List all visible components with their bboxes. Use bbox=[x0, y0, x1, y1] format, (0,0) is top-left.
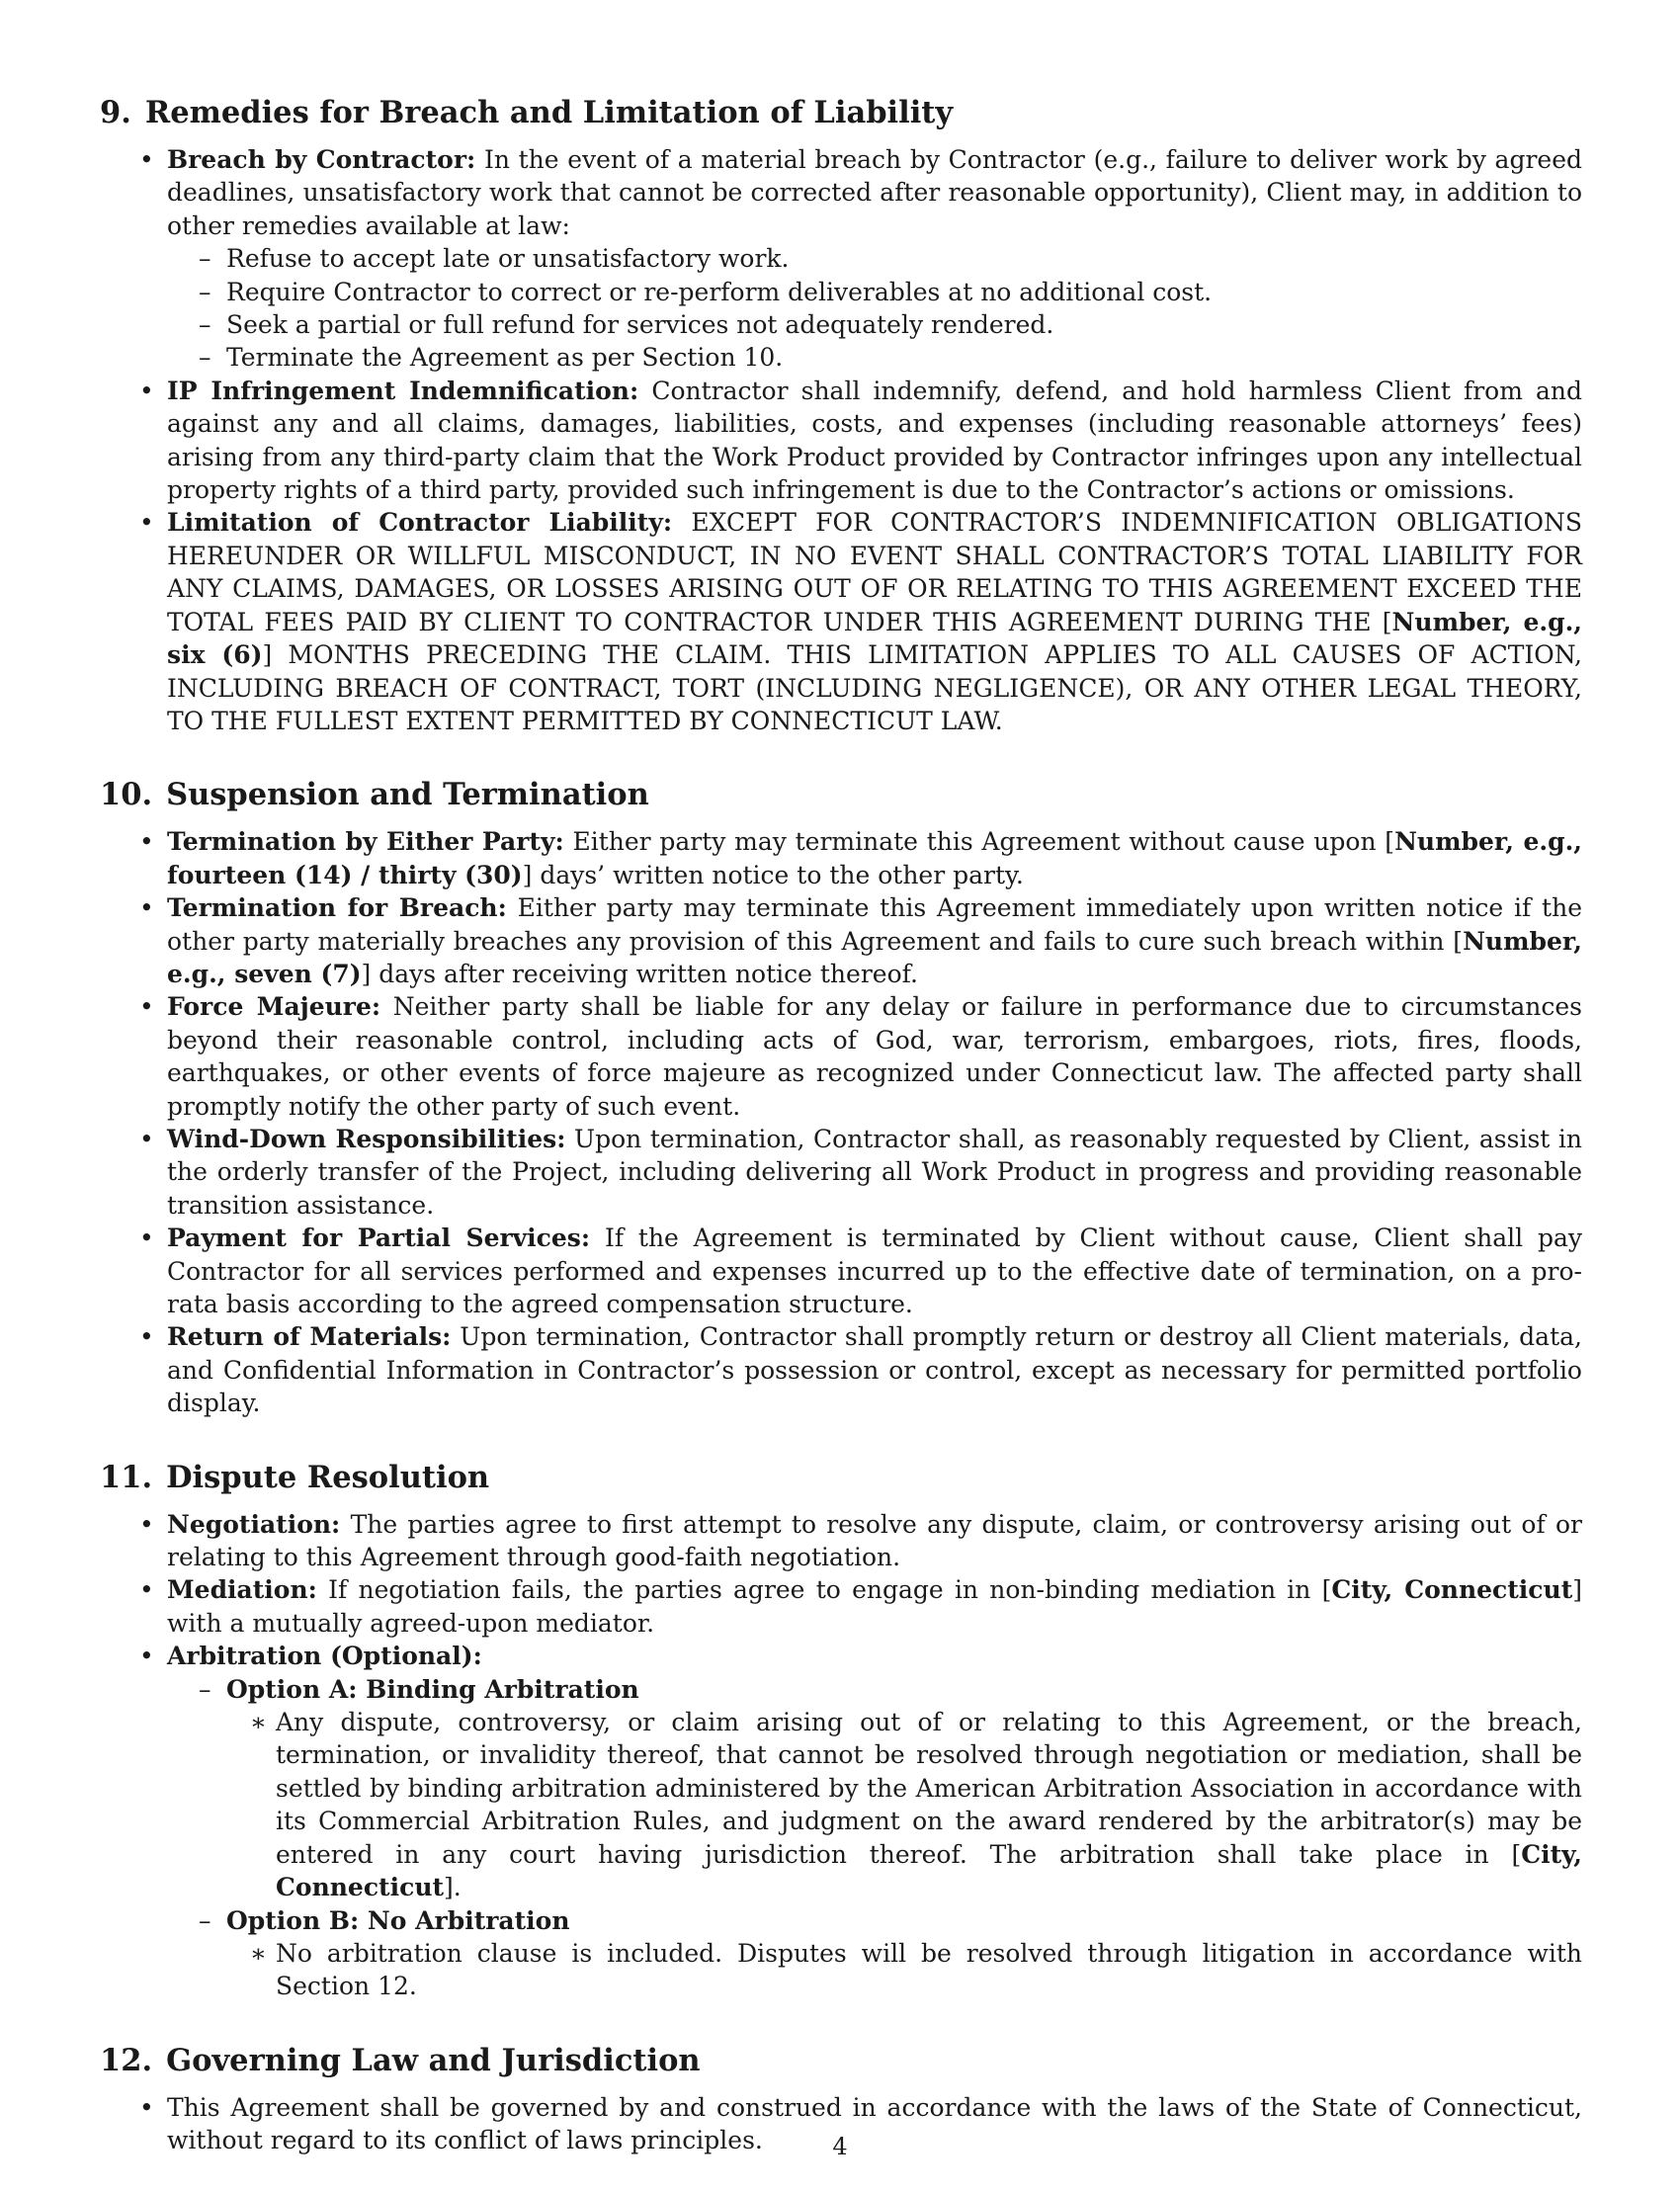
option-a: – Option A: Binding Arbitration ∗ Any dispute, controversy, or claim arising out of or relating to this Agreement, or the breach, termination, or invalidity thereof, that cannot be resolved through negotiation or mediation, shall be settled by binding arbitration administered by the American Arbitration Association in accordance with its Commercial Arbitration Rules, and judgment on the award rendered by the arbitrator(s) may be entered in any court having jurisdiction thereof. The arbitration shall take place in [City, Connecticut]. bbox=[167, 1673, 1582, 1904]
section-10 bbox=[100, 773, 1582, 1419]
list-item-payment-partial: • Payment for Partial Services: If the Agreement is terminated by Client without cause, Client shall pay Contractor for all services performed and expenses incurred up to the effective date of termination, on a pro-rata basis according to the agreed compensation structure. bbox=[100, 1222, 1582, 1320]
arbitration-options bbox=[167, 1673, 1582, 2003]
section-10-list bbox=[100, 825, 1582, 1419]
section-heading: 9. Remedies for Breach and Limitation of Liability bbox=[100, 95, 954, 130]
remedies-sublist bbox=[167, 242, 1582, 375]
list-item-force-majeure: • Force Majeure: Neither party shall be liable for any delay or failure in performance due to circumstances beyond their reasonable control, including acts of God, war, terrorism, embargoes, riots, fires, floods, earthquakes, or other events of force majeure as recognized under Connecticut law. The affected party shall promptly notify the other party of such event. bbox=[100, 990, 1582, 1123]
section-heading: 11. Dispute Resolution bbox=[100, 1459, 490, 1495]
sub-item: – Terminate the Agreement as per Section 10. bbox=[167, 341, 1582, 374]
sub-item: – Seek a partial or full refund for services not adequately rendered. bbox=[167, 308, 1582, 341]
document-page bbox=[100, 91, 1582, 2193]
list-item-breach-by-contractor: • Breach by Contractor: In the event of a material breach by Contractor (e.g., failure to deliver work by agreed deadlines, unsatisfactory work that cannot be corrected after reasonable opportunity), Client may, in addition to other remedies available at law: – Refuse to accept late or unsatisfactory work. – Require Contractor to correct or re-perform deliverables at no additional cost. – Seek a partial or full refund for services not adequately rendered. – Terminate the Agreement as per Section 10. bbox=[100, 143, 1582, 375]
list-item-negotiation: • Negotiation: The parties agree to first attempt to resolve any dispute, claim, or controversy arising out of or relating to this Agreement through good-faith negotiation. bbox=[100, 1508, 1582, 1574]
list-item-return-materials: • Return of Materials: Upon termination, Contractor shall promptly return or destroy all Client materials, data, and Confidential Information in Contractor’s possession or control, except as necessary for permitted portfolio display. bbox=[100, 1320, 1582, 1419]
section-heading: 12. Governing Law and Jurisdiction bbox=[100, 2042, 701, 2078]
sub-item: – Require Contractor to correct or re-perform deliverables at no additional cost. bbox=[167, 276, 1582, 308]
list-item-governing-law: • This Agreement shall be governed by and construed in accordance with the laws of the State of Connecticut, without regard to its conflict of laws principles. bbox=[100, 2091, 1582, 2157]
list-item-limitation-of-liability: • Limitation of Contractor Liability: EXCEPT FOR CONTRACTOR’S INDEMNIFICATION OBLIGATIONS HEREUNDER OR WILLFUL MISCONDUCT, IN NO EVENT SHALL CONTRACTOR’S TOTAL LIABILITY FOR ANY CLAIMS, DAMAGES, OR LOSSES ARISING OUT OF OR RELATING TO THIS AGREEMENT EXCEED THE TOTAL FEES PAID BY CLIENT TO CONTRACTOR UNDER THIS AGREEMENT DURING THE [Number, e.g., six (6)] MONTHS PRECEDING THE CLAIM. THIS LIMITATION APPLIES TO ALL CAUSES OF ACTION, INCLUDING BREACH OF CONTRACT, TORT (INCLUDING NEGLIGENCE), OR ANY OTHER LEGAL THEORY, TO THE FULLEST EXTENT PERMITTED BY CONNECTICUT LAW. bbox=[100, 506, 1582, 737]
section-11-list bbox=[100, 1508, 1582, 2003]
section-11 bbox=[100, 1456, 1582, 2003]
page-number: 4 bbox=[832, 2133, 848, 2160]
list-item-termination-either-party: • Termination by Either Party: Either party may terminate this Agreement without cause upon [Number, e.g., fourteen (14) / thirty (30)] days’ written notice to the other party. bbox=[100, 825, 1582, 891]
option-a-detail bbox=[226, 1706, 1582, 1903]
section-9 bbox=[100, 91, 1582, 737]
section-9-list bbox=[100, 143, 1582, 737]
option-a-text: ∗ Any dispute, controversy, or claim arising out of or relating to this Agreement, or the breach, termination, or invalidity thereof, that cannot be resolved through negotiation or mediation, shall be settled by binding arbitration administered by the American Arbitration Association in accordance with its Commercial Arbitration Rules, and judgment on the award rendered by the arbitrator(s) may be entered in any court having jurisdiction thereof. The arbitration shall take place in [City, Connecticut]. bbox=[226, 1706, 1582, 1903]
sub-item: – Refuse to accept late or unsatisfactory work. bbox=[167, 242, 1582, 275]
list-item-arbitration: • Arbitration (Optional): – Option A: Binding Arbitration ∗ Any dispute, controversy, or claim arising out of or relating to this Agreement, or the breach, termination, or invalidity thereof, that cannot be resolved through negotiation or mediation, shall be settled by binding arbitration administered by the American Arbitration Association in accordance with its Commercial Arbitration Rules, and judgment on the award rendered by the arbitrator(s) may be entered in any court having jurisdiction thereof. The arbitration shall take place in [City, Connecticut]. – Option B: No Arbitration ∗ No arbitration clause is included. Disputes will be resolved through litigation in accordance with Section 12. bbox=[100, 1640, 1582, 2002]
list-item-termination-for-breach: • Termination for Breach: Either party may terminate this Agreement immediately upon written notice if the other party materially breaches any provision of this Agreement and fails to cure such breach within [Number, e.g., seven (7)] days after receiving written notice thereof. bbox=[100, 891, 1582, 990]
list-item-mediation: • Mediation: If negotiation fails, the parties agree to engage in non-binding mediation in [City, Connecticut] with a mutually agreed-upon mediator. bbox=[100, 1573, 1582, 1640]
option-b-detail bbox=[226, 1937, 1582, 2003]
list-item-ip-indemnification: • IP Infringement Indemnification: Contractor shall indemnify, defend, and hold harmless Client from and against any and all claims, damages, liabilities, costs, and expenses (including reasonable attorneys’ fees) arising from any third-party claim that the Work Product provided by Contractor infringes upon any intellectual property rights of a third party, provided such infringement is due to the Contractor’s actions or omissions. bbox=[100, 375, 1582, 507]
list-item-wind-down: • Wind-Down Responsibilities: Upon termination, Contractor shall, as reasonably requested by Client, assist in the orderly transfer of the Project, including delivering all Work Product in progress and providing reasonable transition assistance. bbox=[100, 1123, 1582, 1222]
section-heading: 10. Suspension and Termination bbox=[100, 777, 649, 813]
option-b: – Option B: No Arbitration ∗ No arbitration clause is included. Disputes will be resolved through litigation in accordance with Section 12. bbox=[167, 1904, 1582, 2003]
option-b-text: ∗ No arbitration clause is included. Disputes will be resolved through litigation in accordance with Section 12. bbox=[226, 1937, 1582, 2003]
